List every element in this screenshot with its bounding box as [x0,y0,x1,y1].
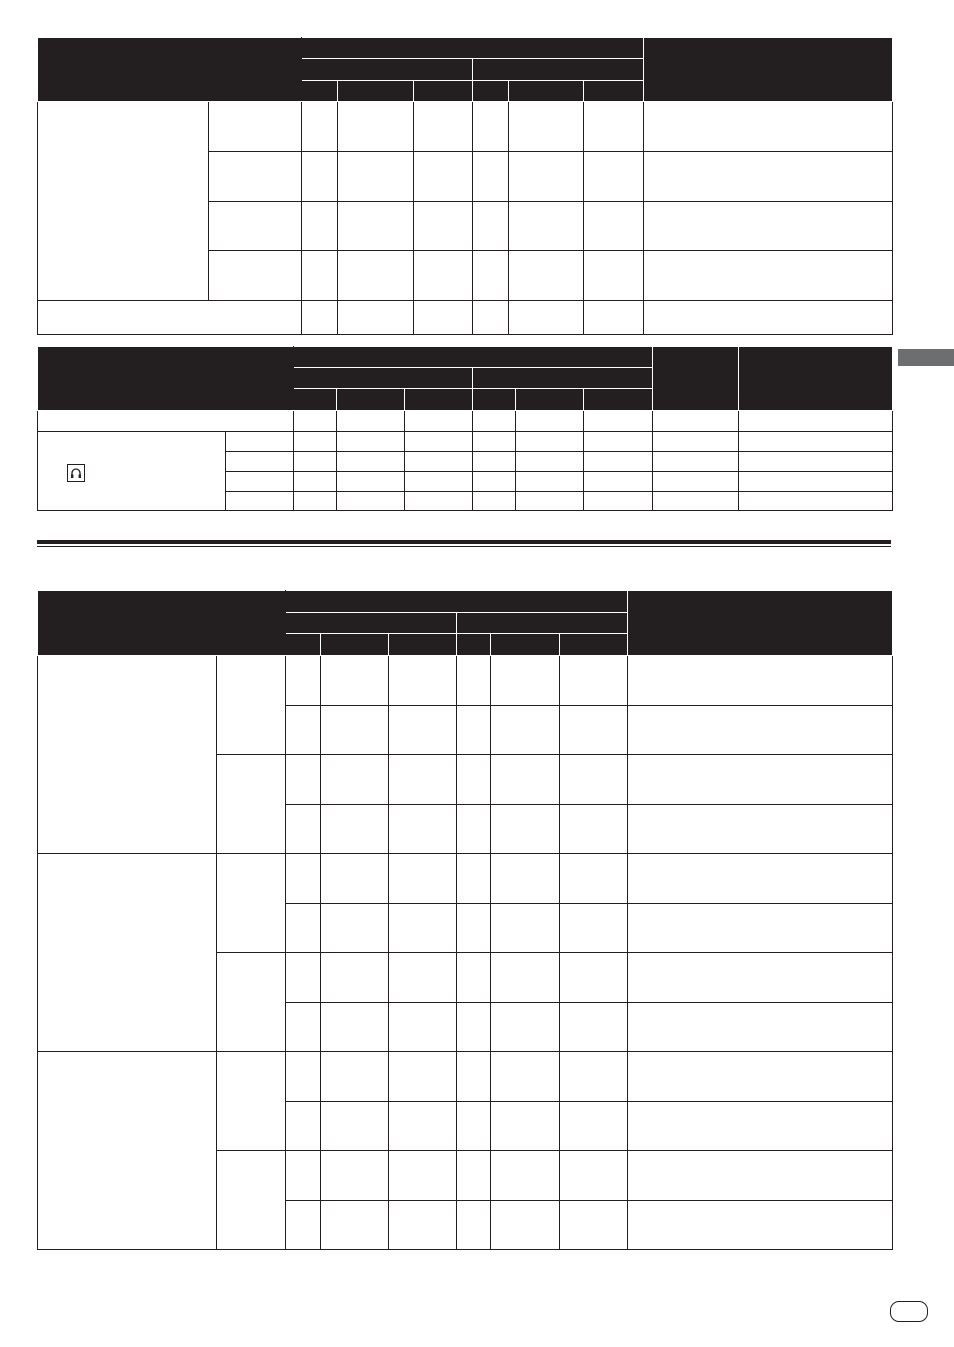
cell [560,1052,628,1102]
cell [516,411,584,432]
cell [405,452,473,472]
cell [414,102,473,152]
cell [337,432,405,452]
header-cell [584,389,653,411]
cell [294,492,337,511]
header-cell [414,81,473,102]
cell [491,953,560,1003]
cell [509,102,584,152]
headphones-icon [67,464,85,482]
cell [389,854,457,904]
table-row [38,102,893,152]
cell [457,805,491,854]
cell [321,805,389,854]
cell [321,854,389,904]
cell [286,1201,321,1250]
cell [739,472,893,492]
cell [516,492,584,511]
cell [516,452,584,472]
cell [457,755,491,805]
cell [389,1052,457,1102]
header-cell [389,634,457,656]
cell [321,1151,389,1201]
cell [560,1102,628,1151]
cell [473,301,509,335]
cell [491,656,560,706]
cell [491,805,560,854]
description-cell [644,152,893,202]
subgroup-cell [226,452,294,472]
header-cell [302,38,644,59]
description-cell [628,805,893,854]
cell [457,1102,491,1151]
cell [457,1151,491,1201]
cell [321,706,389,755]
header-cell [294,368,473,389]
cell [739,492,893,511]
cell [302,301,338,335]
cell [286,706,321,755]
subgroup-cell [209,202,302,251]
cell [405,411,473,432]
cell [457,1201,491,1250]
cell [338,102,414,152]
group-cell [38,301,302,335]
cell [286,656,321,706]
cell [509,202,584,251]
cell [286,953,321,1003]
cell [302,102,338,152]
cell [457,1052,491,1102]
header-cell [38,38,302,102]
header-cell [516,389,584,411]
cell [457,854,491,904]
cell [491,1151,560,1201]
header-cell [337,389,405,411]
cell [473,452,516,472]
cell [560,706,628,755]
cell [321,953,389,1003]
cell [473,492,516,511]
cell [457,953,491,1003]
cell [516,432,584,452]
header-row [38,591,893,613]
cell [516,472,584,492]
header-cell [473,81,509,102]
subgroup-cell [217,854,286,953]
cell [337,472,405,492]
header-row [38,347,893,368]
header-cell [473,59,644,81]
cell [584,202,644,251]
cell [491,755,560,805]
cell [584,432,653,452]
cell [294,432,337,452]
cell [584,452,653,472]
header-cell [302,59,473,81]
header-cell [38,591,286,656]
subgroup-cell [209,251,302,301]
cell [473,411,516,432]
group-cell [38,411,294,432]
group-cell [38,1052,217,1250]
cell [337,411,405,432]
cell [653,432,739,452]
cell [405,492,473,511]
side-section-tab [898,349,954,366]
header-cell [491,634,560,656]
cell [653,411,739,432]
description-cell [628,755,893,805]
cell [321,1003,389,1052]
header-cell [302,81,338,102]
header-cell [338,81,414,102]
cell [653,452,739,472]
cell [560,854,628,904]
cell [491,1052,560,1102]
cell [491,706,560,755]
cell [584,492,653,511]
cell [560,656,628,706]
description-cell [628,1151,893,1201]
cell [286,904,321,953]
header-cell [405,389,473,411]
section-rule-thin [37,546,891,547]
section-rule [37,540,891,544]
cell [389,755,457,805]
cell [337,492,405,511]
description-cell [628,1003,893,1052]
cell [560,755,628,805]
subgroup-cell [217,755,286,854]
header-cell [286,613,457,634]
description-cell [644,301,893,335]
header-cell [457,634,491,656]
middle-table [37,346,893,511]
cell [473,432,516,452]
cell [584,152,644,202]
cell [405,432,473,452]
cell [473,152,509,202]
cell [560,1003,628,1052]
cell [739,452,893,472]
cell [560,1201,628,1250]
cell [491,904,560,953]
cell [457,904,491,953]
header-cell [473,389,516,411]
description-cell [628,904,893,953]
cell [457,656,491,706]
cell [286,1052,321,1102]
subgroup-cell [226,492,294,511]
cell [389,1151,457,1201]
cell [457,706,491,755]
cell [321,1201,389,1250]
cell [321,904,389,953]
cell [389,1003,457,1052]
description-cell [628,1201,893,1250]
header-cell [286,634,321,656]
cell [302,152,338,202]
description-cell [644,102,893,152]
cell [560,953,628,1003]
cell [338,152,414,202]
header-cell [38,347,294,411]
cell [389,656,457,706]
table-row [38,1052,893,1102]
table-row [38,854,893,904]
group-cell [38,432,226,511]
cell [491,1003,560,1052]
cell [389,953,457,1003]
cell [286,854,321,904]
cell [389,706,457,755]
cell [389,904,457,953]
cell [414,301,473,335]
cell [405,472,473,492]
cell [321,656,389,706]
subgroup-cell [226,432,294,452]
subgroup-cell [217,1052,286,1151]
header-cell [560,634,628,656]
cell [584,102,644,152]
cell [560,805,628,854]
header-row [38,38,893,59]
subgroup-cell [209,102,302,152]
upper-table [37,37,893,335]
cell [509,251,584,301]
header-cell [321,634,389,656]
cell [286,1003,321,1052]
cell [286,1102,321,1151]
header-cell [739,347,893,411]
cell [491,854,560,904]
subgroup-cell [217,953,286,1052]
cell [739,432,893,452]
cell [491,1201,560,1250]
cell [560,904,628,953]
description-cell [644,202,893,251]
cell [414,202,473,251]
cell [414,251,473,301]
cell [389,805,457,854]
cell [338,251,414,301]
cell [560,1151,628,1201]
cell [653,472,739,492]
cell [584,411,653,432]
cell [286,1151,321,1201]
header-cell [584,81,644,102]
cell [321,1052,389,1102]
cell [473,202,509,251]
table-row [38,432,893,452]
description-cell [628,656,893,706]
cell [389,1201,457,1250]
subgroup-cell [217,656,286,755]
page-number-badge [890,1301,928,1322]
cell [491,1102,560,1151]
cell [337,452,405,472]
header-cell [628,591,893,656]
cell [473,251,509,301]
cell [286,755,321,805]
header-cell [653,347,739,411]
description-cell [628,1102,893,1151]
cell [321,1102,389,1151]
group-cell [38,854,217,1052]
group-cell [38,102,209,301]
header-cell [294,389,337,411]
cell [321,755,389,805]
table-row [38,301,893,335]
header-cell [294,347,653,368]
cell [653,492,739,511]
cell [302,251,338,301]
header-cell [509,81,584,102]
cell [584,472,653,492]
description-cell [628,953,893,1003]
cell [473,102,509,152]
cell [294,472,337,492]
cell [302,202,338,251]
cell [584,301,644,335]
cell [338,301,414,335]
description-cell [628,706,893,755]
group-cell [38,656,217,854]
description-cell [644,251,893,301]
cell [473,472,516,492]
lower-table [37,590,893,1250]
table-row [38,411,893,432]
cell [584,251,644,301]
cell [389,1102,457,1151]
cell [509,301,584,335]
subgroup-cell [217,1151,286,1250]
header-cell [473,368,653,389]
description-cell [628,1052,893,1102]
cell [509,152,584,202]
header-cell [457,613,628,634]
cell [294,452,337,472]
cell [286,805,321,854]
description-cell [628,854,893,904]
table-row [38,656,893,706]
subgroup-cell [209,152,302,202]
cell [739,411,893,432]
subgroup-cell [226,472,294,492]
cell [457,1003,491,1052]
cell [414,152,473,202]
header-cell [644,38,893,102]
cell [294,411,337,432]
cell [338,202,414,251]
header-cell [286,591,628,613]
